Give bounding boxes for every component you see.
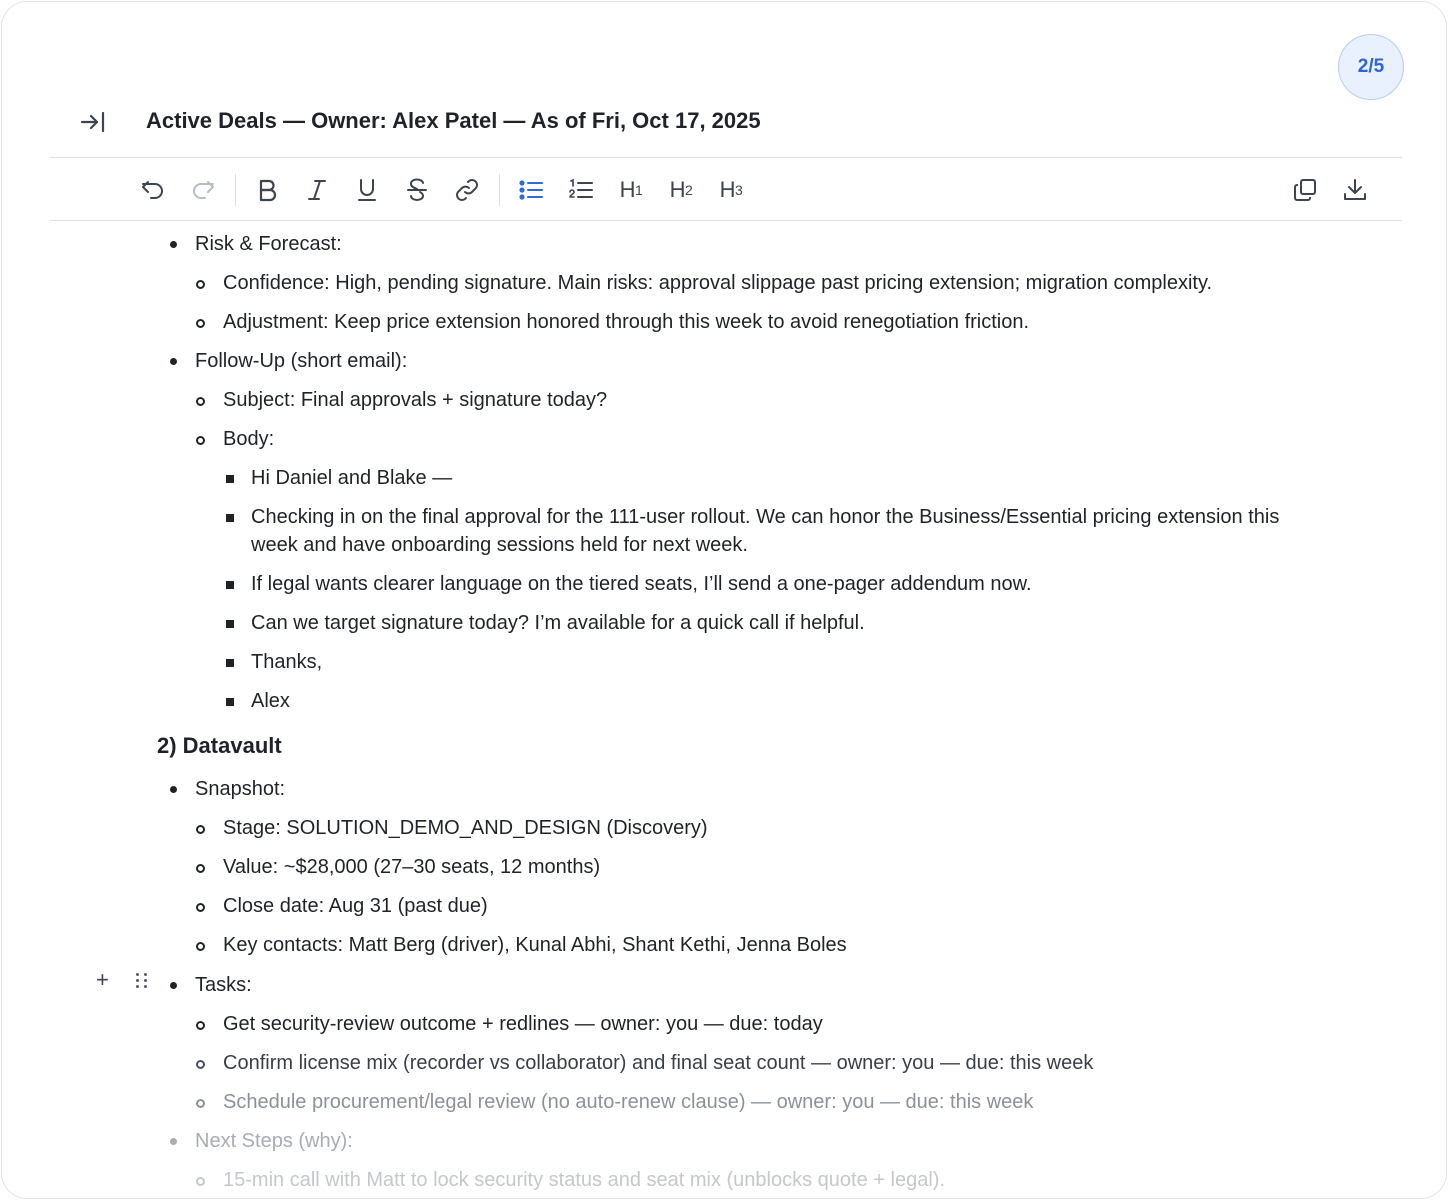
toolbar-separator [499,174,500,206]
collapse-panel-icon[interactable] [78,107,108,137]
bullet-marker [226,698,234,706]
bullet-marker [170,1138,177,1145]
bullet-marker [196,319,205,328]
bullet-marker [196,397,205,406]
list-item: Body: [223,428,275,450]
bullet-marker [196,1021,205,1030]
header-divider [50,157,1402,158]
bullet-marker [196,280,205,289]
list-item: Next Steps (why): [195,1130,353,1152]
list-item: Thanks, [251,651,323,673]
list-item: If legal wants clearer language on the tiered seats, I’ll send a one-pager addendum now. [251,573,1032,595]
underline-icon[interactable] [349,172,385,208]
document-title: Active Deals — Owner: Alex Patel — As of Fri, Oct 17, 2025 [146,108,761,133]
list-item: Confirm license mix (recorder vs collaborator) and final seat count — owner: you — due: this week [223,1052,1094,1074]
bullet-marker [196,1099,205,1108]
page-indicator-badge[interactable]: 2/5 [1338,34,1404,100]
list-item: Close date: Aug 31 (past due) [223,895,488,917]
numbered-list-icon[interactable] [563,172,599,208]
drag-handle-icon[interactable] [136,973,148,988]
bullet-marker [196,1177,205,1186]
link-icon[interactable] [449,172,485,208]
bullet-marker [226,659,234,667]
document-body[interactable] [2,223,1446,1198]
bold-icon[interactable] [249,172,285,208]
list-item: Adjustment: Keep price extension honored through this week to avoid renegotiation friction. [223,311,1030,333]
heading-2-button[interactable]: H 2 [669,177,693,202]
bullet-marker [170,786,177,793]
list-item: Hi Daniel and Blake — [251,467,453,489]
list-item: Get security-review outcome + redlines — owner: you — due: today [223,1013,823,1035]
heading-1-button[interactable]: H 1 [619,177,643,202]
bullet-marker [196,1060,205,1069]
list-item: Tasks: [195,974,252,996]
list-item: Follow-Up (short email): [195,350,408,372]
bulleted-list-icon[interactable] [513,172,549,208]
list-item: Can we target signature today? I’m available for a quick call if helpful. [251,612,865,634]
toolbar-separator [235,174,236,206]
italic-icon[interactable] [299,172,335,208]
bullet-marker [170,358,177,365]
bullet-marker [196,436,205,445]
bullet-marker [170,982,177,989]
toolbar-divider [50,220,1402,221]
copy-icon[interactable] [1287,172,1323,208]
bullet-marker [196,942,205,951]
add-block-button[interactable]: + [96,967,109,992]
bullet-marker [226,475,234,483]
heading-3-button[interactable]: H 3 [719,177,743,202]
section-heading: 2) Datavault [157,733,282,758]
list-item: 15-min call with Matt to lock security status and seat mix (unblocks quote + legal). [223,1169,945,1191]
bullet-marker [226,620,234,628]
list-item: Risk & Forecast: [195,233,342,255]
list-item: Value: ~$28,000 (27–30 seats, 12 months) [223,856,601,878]
download-icon[interactable] [1337,172,1373,208]
list-item: Stage: SOLUTION_DEMO_AND_DESIGN (Discovery) [223,817,708,839]
bullet-marker [196,825,205,834]
list-item: Confidence: High, pending signature. Main risks: approval slippage past pricing extension; migration complexity. [223,272,1213,294]
bullet-marker [196,903,205,912]
editor-window [1,1,1447,1199]
list-item: Alex [251,690,290,712]
list-item: Checking in on the final approval for the 111-user rollout. We can honor the Business/Essential pricing extension this week and have onboarding sessions held for next week. [251,506,1280,556]
undo-icon[interactable] [135,172,171,208]
bullet-marker [170,241,177,248]
list-item: Subject: Final approvals + signature today? [223,389,608,411]
bullet-marker [196,864,205,873]
list-item: Key contacts: Matt Berg (driver), Kunal Abhi, Shant Kethi, Jenna Boles [223,934,847,956]
bullet-marker [226,514,234,522]
bullet-marker [226,581,234,589]
strikethrough-icon[interactable] [399,172,435,208]
list-item: Schedule procurement/legal review (no auto-renew clause) — owner: you — due: this week [223,1091,1034,1113]
redo-icon[interactable] [185,172,221,208]
list-item: Snapshot: [195,778,286,800]
